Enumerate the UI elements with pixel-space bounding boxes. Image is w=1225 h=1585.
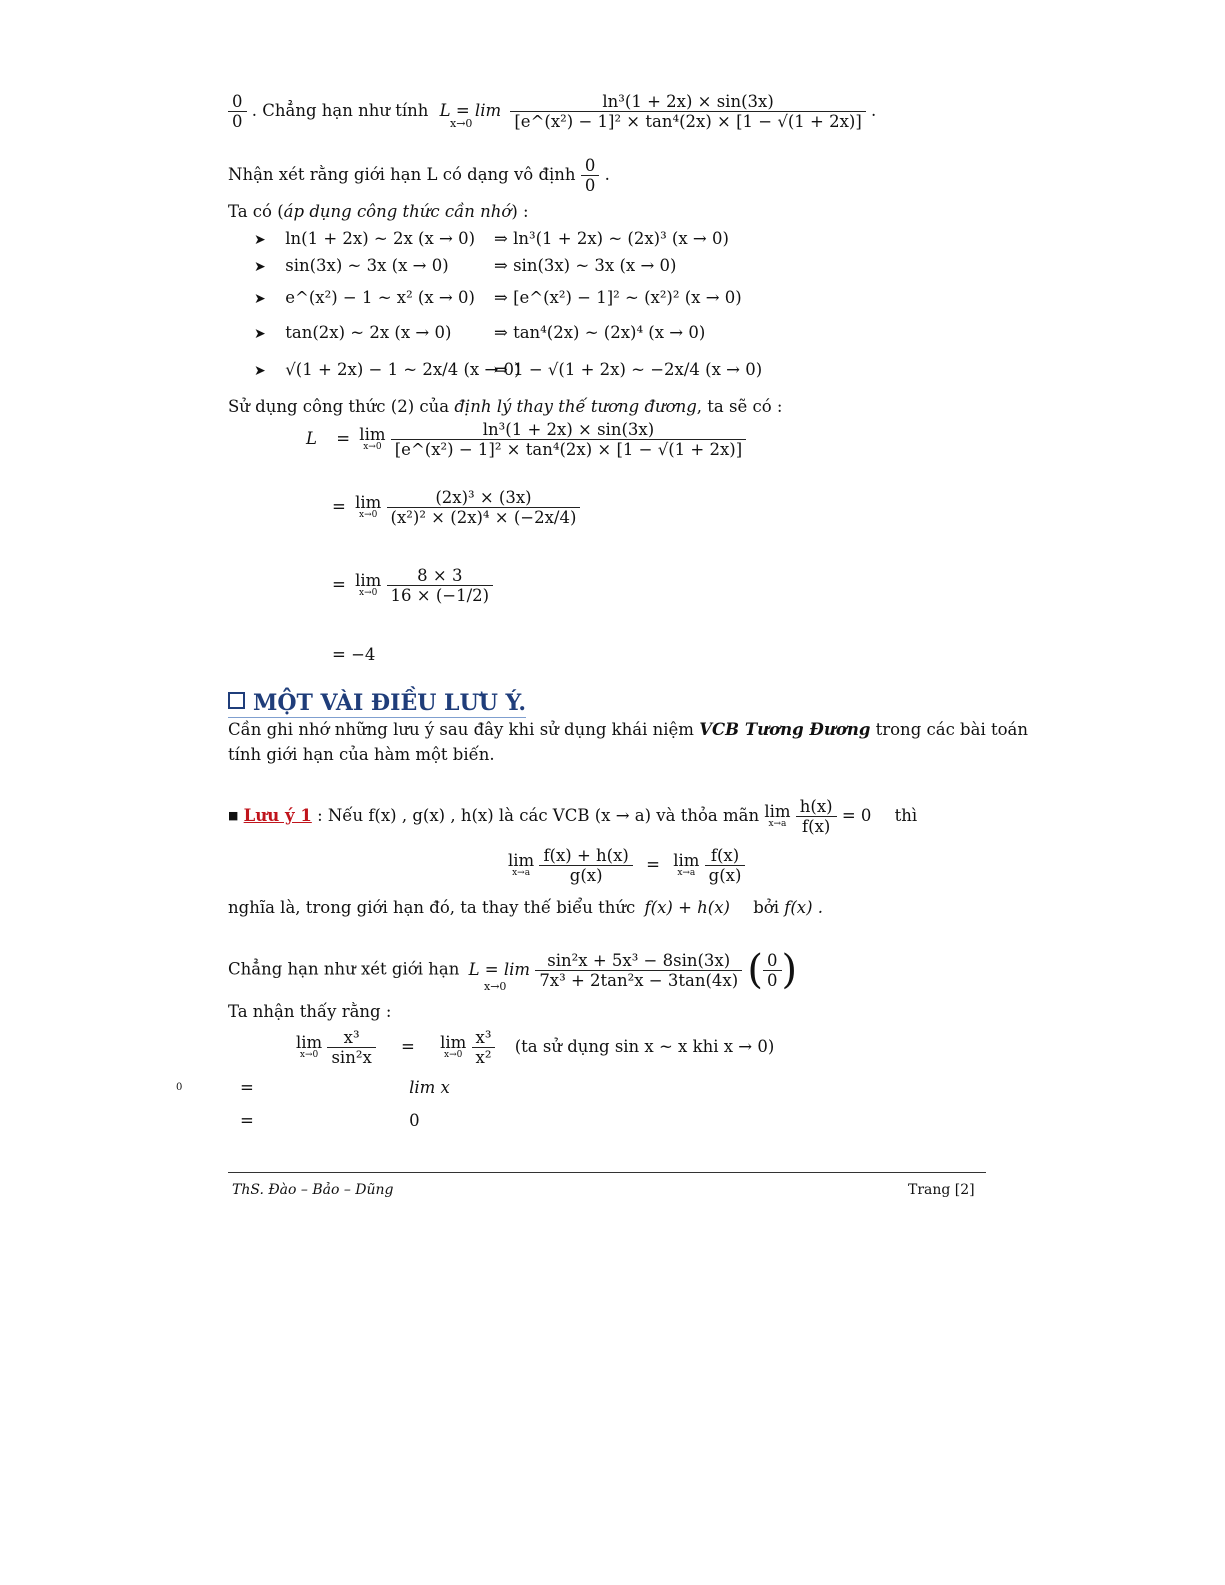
example-lim-sub: x→0 bbox=[484, 980, 507, 993]
footer-page-number: Trang [2] bbox=[908, 1182, 975, 1198]
lim-operator: lim x→0 bbox=[359, 424, 386, 453]
indeterminate-form: $\frac{0}{0}$ bbox=[763, 951, 782, 990]
intro-line: $\frac{0}{0}$ . Chẳng hạn như tính L = lim $\frac{\text{ln³(1 + 2x) × sin(3x)}}{\text{[e\textasciicircum{}(x²) − 1]² × tan⁴(2x) × [1 − √(1 + 2x)]}}$ . bbox=[228, 92, 876, 131]
arrow-bullet-icon: ➤ bbox=[254, 259, 266, 275]
taco-line: Ta có (áp dụng công thức cần nhớ) : bbox=[228, 202, 529, 221]
lim-operator: lim x→a bbox=[764, 801, 791, 830]
step-2: = lim x→0 $\frac{\text{(2x)³ × (3x)}}{\text{(x²)² × (2x)⁴ × (−2x/4)}}$ bbox=[332, 488, 580, 527]
lim-operator: lim x→0 bbox=[296, 1032, 323, 1061]
lim-operator: lim x→0 bbox=[355, 570, 382, 599]
observe-row-1: lim x→0 $\frac{\text{x³}}{\text{sin²x}}$ = lim x→0 $\frac{\text{x³}}{\text{x²}}$ (ta sử dụng sin x ~ x khi x → 0) bbox=[296, 1028, 775, 1067]
use-line: Sử dụng công thức (2) của định lý thay thế tương đương, ta sẽ có : bbox=[228, 397, 783, 416]
note-1-meaning: nghĩa là, trong giới hạn đó, ta thay thế biểu thức f(x) + h(x) bởi f(x) . bbox=[228, 898, 824, 917]
note-1-line: ■ Lưu ý 1 : Nếu f(x) , g(x) , h(x) là các VCB (x → a) và thỏa mãn lim x→a $\frac{h(x)}{f(x)}$ = 0 thì bbox=[228, 797, 918, 836]
intro-zero-fraction: $\frac{0}{0}$ bbox=[228, 92, 247, 131]
note-1-condition: $\frac{h(x)}{f(x)}$ bbox=[796, 797, 837, 836]
arrow-bullet-icon: ➤ bbox=[254, 363, 266, 379]
equivalence-row: ➤ ln(1 + 2x) ~ 2x (x → 0) bbox=[254, 229, 475, 248]
equivalence-row-right: ⇒ sin(3x) ~ 3x (x → 0) bbox=[494, 256, 677, 275]
section-line-1: Cần ghi nhớ những lưu ý sau đây khi sử dụng khái niệm VCB Tương Đương trong các bài toán bbox=[228, 720, 1029, 739]
observe-row-3: = 0 bbox=[240, 1111, 420, 1130]
stray-mark: 0 bbox=[176, 1082, 183, 1093]
remark-line: Nhận xét rằng giới hạn L có dạng vô định $\frac{0}{0}$ . bbox=[228, 156, 610, 195]
intro-L: L = lim bbox=[439, 101, 502, 120]
square-bullet-icon: ■ bbox=[228, 809, 239, 822]
step-4-result: = −4 bbox=[332, 645, 376, 664]
step-1-fraction: $\frac{\text{ln³(1 + 2x) × sin(3x)}}{\text{[e\textasciicircum{}(x²) − 1]² × tan⁴(2x) × [1 − √(1 + 2x)]}}$ bbox=[391, 420, 746, 459]
footer-rule bbox=[228, 1172, 986, 1173]
intro-lim-sub: x→0 bbox=[450, 117, 473, 130]
lim-operator: lim x→a bbox=[508, 850, 535, 879]
arrow-bullet-icon: ➤ bbox=[254, 291, 266, 307]
remark-fraction: $\frac{0}{0}$ bbox=[581, 156, 600, 195]
equivalence-row: ➤ √(1 + 2x) − 1 ~ 2x/4 (x → 0) bbox=[254, 360, 521, 379]
section-heading: MỘT VÀI ĐIỀU LƯU Ý. bbox=[228, 690, 526, 718]
lim-operator: lim x→0 bbox=[440, 1032, 467, 1061]
lim-operator: lim x→0 bbox=[355, 492, 382, 521]
checkbox-square-icon bbox=[228, 692, 245, 709]
intro-text: . Chẳng hạn như tính bbox=[251, 101, 429, 120]
arrow-bullet-icon: ➤ bbox=[254, 326, 266, 342]
equivalence-row-right: ⇒ 1 − √(1 + 2x) ~ −2x/4 (x → 0) bbox=[494, 360, 763, 379]
intro-main-fraction: $\frac{\text{ln³(1 + 2x) × sin(3x)}}{\text{[e\textasciicircum{}(x²) − 1]² × tan⁴(2x) × [1 − √(1 + 2x)]}}$ bbox=[510, 92, 865, 131]
step-3-fraction: $\frac{8 \times 3}{16 \times (-1/2)}$ bbox=[387, 566, 494, 605]
equivalence-row-right: ⇒ tan⁴(2x) ~ (2x)⁴ (x → 0) bbox=[494, 323, 706, 342]
equivalence-row: ➤ e^(x²) − 1 ~ x² (x → 0) bbox=[254, 288, 475, 307]
observe-line: Ta nhận thấy rằng : bbox=[228, 1002, 392, 1021]
observe-row-2: = lim x bbox=[240, 1078, 450, 1097]
lim-operator: lim x→a bbox=[673, 850, 700, 879]
step-3: = lim x→0 $\frac{8 \times 3}{16 \times (-1/2)}$ bbox=[332, 566, 493, 605]
step-1: L = lim x→0 $\frac{\text{ln³(1 + 2x) × sin(3x)}}{\text{[e\textasciicircum{}(x²) − 1]² × tan⁴(2x) × [1 − √(1 + 2x)]}}$ bbox=[306, 420, 746, 459]
example-fraction: $\frac{\text{sin²x + 5x³ − 8sin(3x)}}{\text{7x³ + 2tan²x − 3tan(4x)}}$ bbox=[535, 951, 742, 990]
note-1-label: Lưu ý 1 bbox=[243, 806, 312, 825]
note-1-formula: lim x→a $\frac{f(x) + h(x)}{g(x)}$ = lim x→a $\frac{f(x)}{g(x)}$ bbox=[508, 846, 745, 885]
equivalence-row: ➤ tan(2x) ~ 2x (x → 0) bbox=[254, 323, 452, 342]
section-line-2: tính giới hạn của hàm một biến. bbox=[228, 745, 495, 764]
step-2-fraction: $\frac{\text{(2x)³ × (3x)}}{\text{(x²)² × (2x)⁴ × (−2x/4)}}$ bbox=[387, 488, 581, 527]
example-line: Chẳng hạn như xét giới hạn L = lim $\frac{\text{sin²x + 5x³ − 8sin(3x)}}{\text{7x³ + 2tan²x − 3tan(4x)}}$ ( $\frac{0}{0}$ ) bbox=[228, 947, 798, 993]
equivalence-row-right: ⇒ [e^(x²) − 1]² ~ (x²)² (x → 0) bbox=[494, 288, 742, 307]
equivalence-row-right: ⇒ ln³(1 + 2x) ~ (2x)³ (x → 0) bbox=[494, 229, 729, 248]
equivalence-row: ➤ sin(3x) ~ 3x (x → 0) bbox=[254, 256, 449, 275]
footer-author: ThS. Đào – Bảo – Dũng bbox=[232, 1182, 394, 1198]
arrow-bullet-icon: ➤ bbox=[254, 232, 266, 248]
